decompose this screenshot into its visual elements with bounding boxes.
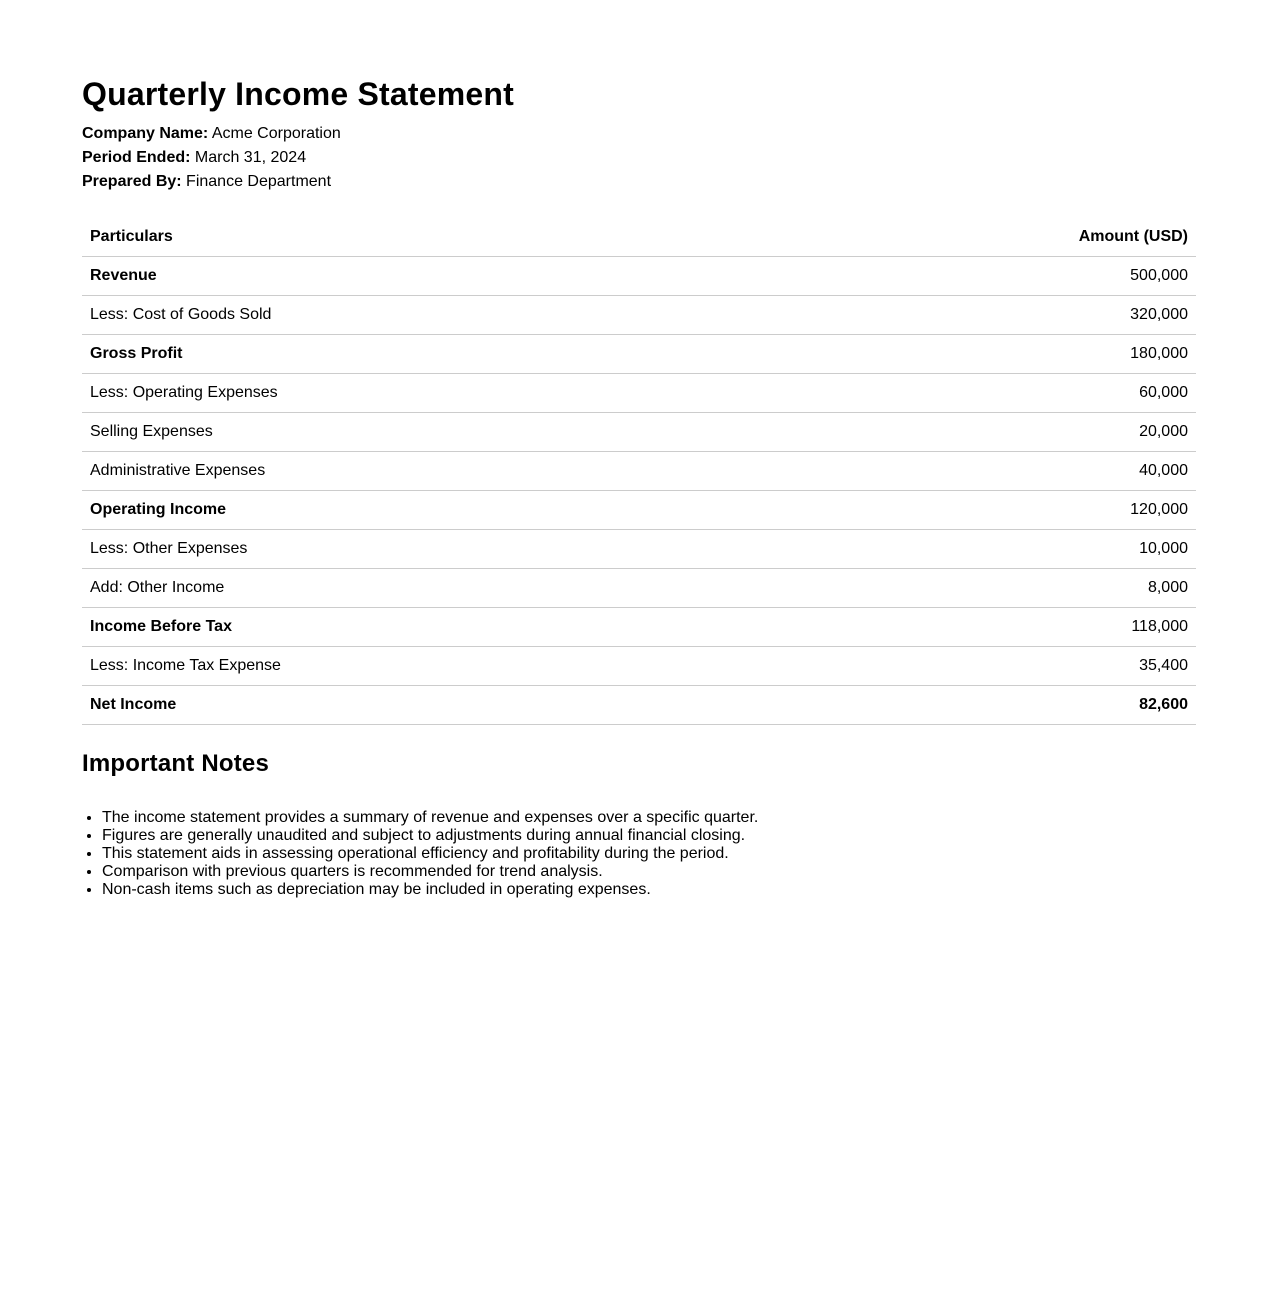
table-row-operating-income	[82, 491, 1196, 530]
list-item: • The income statement provides a summary of revenue and expenses over a specific quarter.	[102, 809, 758, 827]
row-amount: 82,600	[776, 686, 1196, 725]
row-particular: Administrative Expenses	[82, 452, 776, 491]
row-particular: Add: Other Income	[82, 569, 776, 608]
row-amount: 60,000	[776, 374, 1196, 413]
list-item: • Figures are generally unaudited and subject to adjustments during annual financial closing.	[102, 827, 758, 845]
table-row-income-tax-expense	[82, 647, 1196, 686]
row-particular: Less: Cost of Goods Sold	[82, 296, 776, 335]
row-particular: Less: Operating Expenses	[82, 374, 776, 413]
row-amount: 180,000	[776, 335, 1196, 374]
meta-value: March 31, 2024	[194, 149, 307, 166]
list-item: • This statement aids in assessing operational efficiency and profitability during the period.	[102, 845, 758, 863]
row-particular: Less: Income Tax Expense	[82, 647, 776, 686]
meta-label: Prepared By:	[82, 173, 182, 190]
document-meta	[82, 122, 341, 194]
table-row-gross-profit	[82, 335, 1196, 374]
meta-label: Company Name:	[82, 125, 209, 142]
row-amount: 10,000	[776, 530, 1196, 569]
notes-list	[82, 809, 758, 899]
income-statement-table	[82, 218, 1196, 725]
row-particular: Operating Income	[82, 491, 776, 530]
table-row-selling-expenses	[82, 413, 1196, 452]
meta-prepared-by	[82, 170, 341, 194]
row-particular: Selling Expenses	[82, 413, 776, 452]
table-row-net-income	[82, 686, 1196, 725]
meta-value: Finance Department	[186, 173, 332, 190]
row-amount: 35,400	[776, 647, 1196, 686]
row-amount: 118,000	[776, 608, 1196, 647]
meta-value: Acme Corporation	[211, 125, 341, 142]
column-header-particulars: Particulars	[82, 218, 776, 257]
row-amount: 8,000	[776, 569, 1196, 608]
meta-period-ended	[82, 146, 341, 170]
column-header-amount: Amount (USD)	[776, 218, 1196, 257]
table-row-other-income	[82, 569, 1196, 608]
notes-heading: Important Notes	[82, 750, 270, 777]
list-item: • Non-cash items such as depreciation may be included in operating expenses.	[102, 881, 758, 899]
list-item: • Comparison with previous quarters is recommended for trend analysis.	[102, 863, 758, 881]
row-amount: 20,000	[776, 413, 1196, 452]
table-row-administrative-expenses	[82, 452, 1196, 491]
table-header-row	[82, 218, 1196, 257]
table-row-operating-expenses	[82, 374, 1196, 413]
row-particular: Less: Other Expenses	[82, 530, 776, 569]
row-particular: Income Before Tax	[82, 608, 776, 647]
row-particular: Net Income	[82, 686, 776, 725]
meta-label: Period Ended:	[82, 149, 191, 166]
row-particular: Gross Profit	[82, 335, 776, 374]
page-title: Quarterly Income Statement	[82, 76, 514, 112]
table-row-other-expenses	[82, 530, 1196, 569]
row-amount: 320,000	[776, 296, 1196, 335]
meta-company-name	[82, 122, 341, 146]
row-particular: Revenue	[82, 257, 776, 296]
table-row-cogs	[82, 296, 1196, 335]
row-amount: 500,000	[776, 257, 1196, 296]
row-amount: 40,000	[776, 452, 1196, 491]
row-amount: 120,000	[776, 491, 1196, 530]
table-row-income-before-tax	[82, 608, 1196, 647]
table-row-revenue	[82, 257, 1196, 296]
